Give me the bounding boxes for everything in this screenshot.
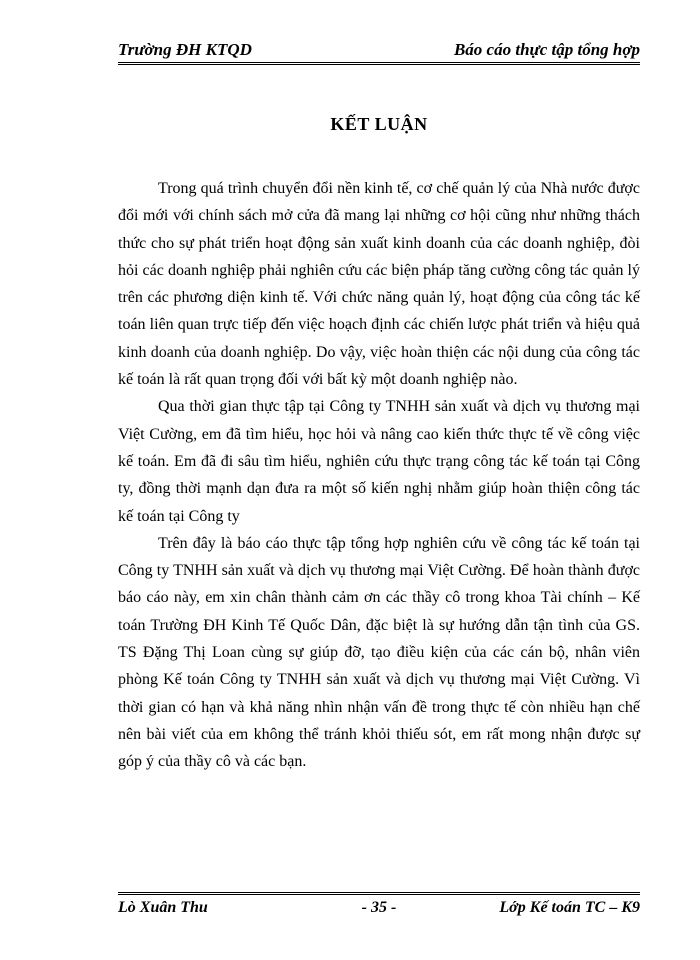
paragraph-1: Trong quá trình chuyển đổi nền kinh tế, cơ chế quản lý của Nhà nước được đổi mới với chính sách mở cửa đã mang lại những cơ hội cũng như những thách thức cho sự phát triển hoạt động sản xuất kinh doanh của các doanh nghiệp, đòi hỏi các doanh nghiệp phải nghiên cứu các biện pháp tăng cường công tác quản lý trên các phương diện kinh tế. Với chức năng quản lý, hoạt động của công tác kế toán liên quan trực tiếp đến việc hoạch định các chiến lược phát triển và hiệu quả kinh doanh của doanh nghiệp. Do vậy, việc hoàn thiện các nội dung của công tác kế toán là rất quan trọng đối với bất kỳ một doanh nghiệp nào. <box>118 180 640 389</box>
header-school: Trường ĐH KTQD <box>118 40 252 59</box>
paragraph-2: Qua thời gian thực tập tại Công ty TNHH sản xuất và dịch vụ thương mại Việt Cường, em đã tìm hiểu, học hỏi và nâng cao kiến thức thực tế về công việc kế toán. Em đã đi sâu tìm hiểu, nghiên cứu thực trạng công tác kế toán tại Công ty, đồng thời mạnh dạn đưa ra một số kiến nghị nhằm giúp hoàn thiện công tác kế toán tại Công ty <box>118 398 640 525</box>
page-title: KẾT LUẬN <box>330 114 428 134</box>
footer-author: Lò Xuân Thu <box>118 899 208 916</box>
header-report-title: Báo cáo thực tập tổng hợp <box>453 40 640 59</box>
footer-class: Lớp Kế toán TC – K9 <box>499 899 640 916</box>
body-text <box>118 175 640 776</box>
page-header <box>118 38 640 65</box>
paragraph-3: Trên đây là báo cáo thực tập tổng hợp nghiên cứu về công tác kế toán tại Công ty TNHH sản xuất và dịch vụ thương mại Việt Cường. Để hoàn thành được báo cáo này, em xin chân thành cảm ơn các thầy cô trong khoa Tài chính – Kế toán Trường ĐH Kinh Tế Quốc Dân, đặc biệt là sự hướng dẫn tận tình của GS. TS Đặng Thị Loan cùng sự giúp đỡ, tạo điều kiện của các cán bộ, nhân viên phòng Kế toán Công ty TNHH sản xuất và dịch vụ thương mại Việt Cường. Vì thời gian có hạn và khả năng nhìn nhận vấn đề trong thực tế còn nhiều hạn chế nên bài viết của em không thể tránh khỏi thiếu sót, em rất mong nhận được sự góp ý của thầy cô và các bạn. <box>118 534 640 771</box>
footer-page-number: - 35 - <box>361 899 397 916</box>
page-footer <box>118 892 640 921</box>
